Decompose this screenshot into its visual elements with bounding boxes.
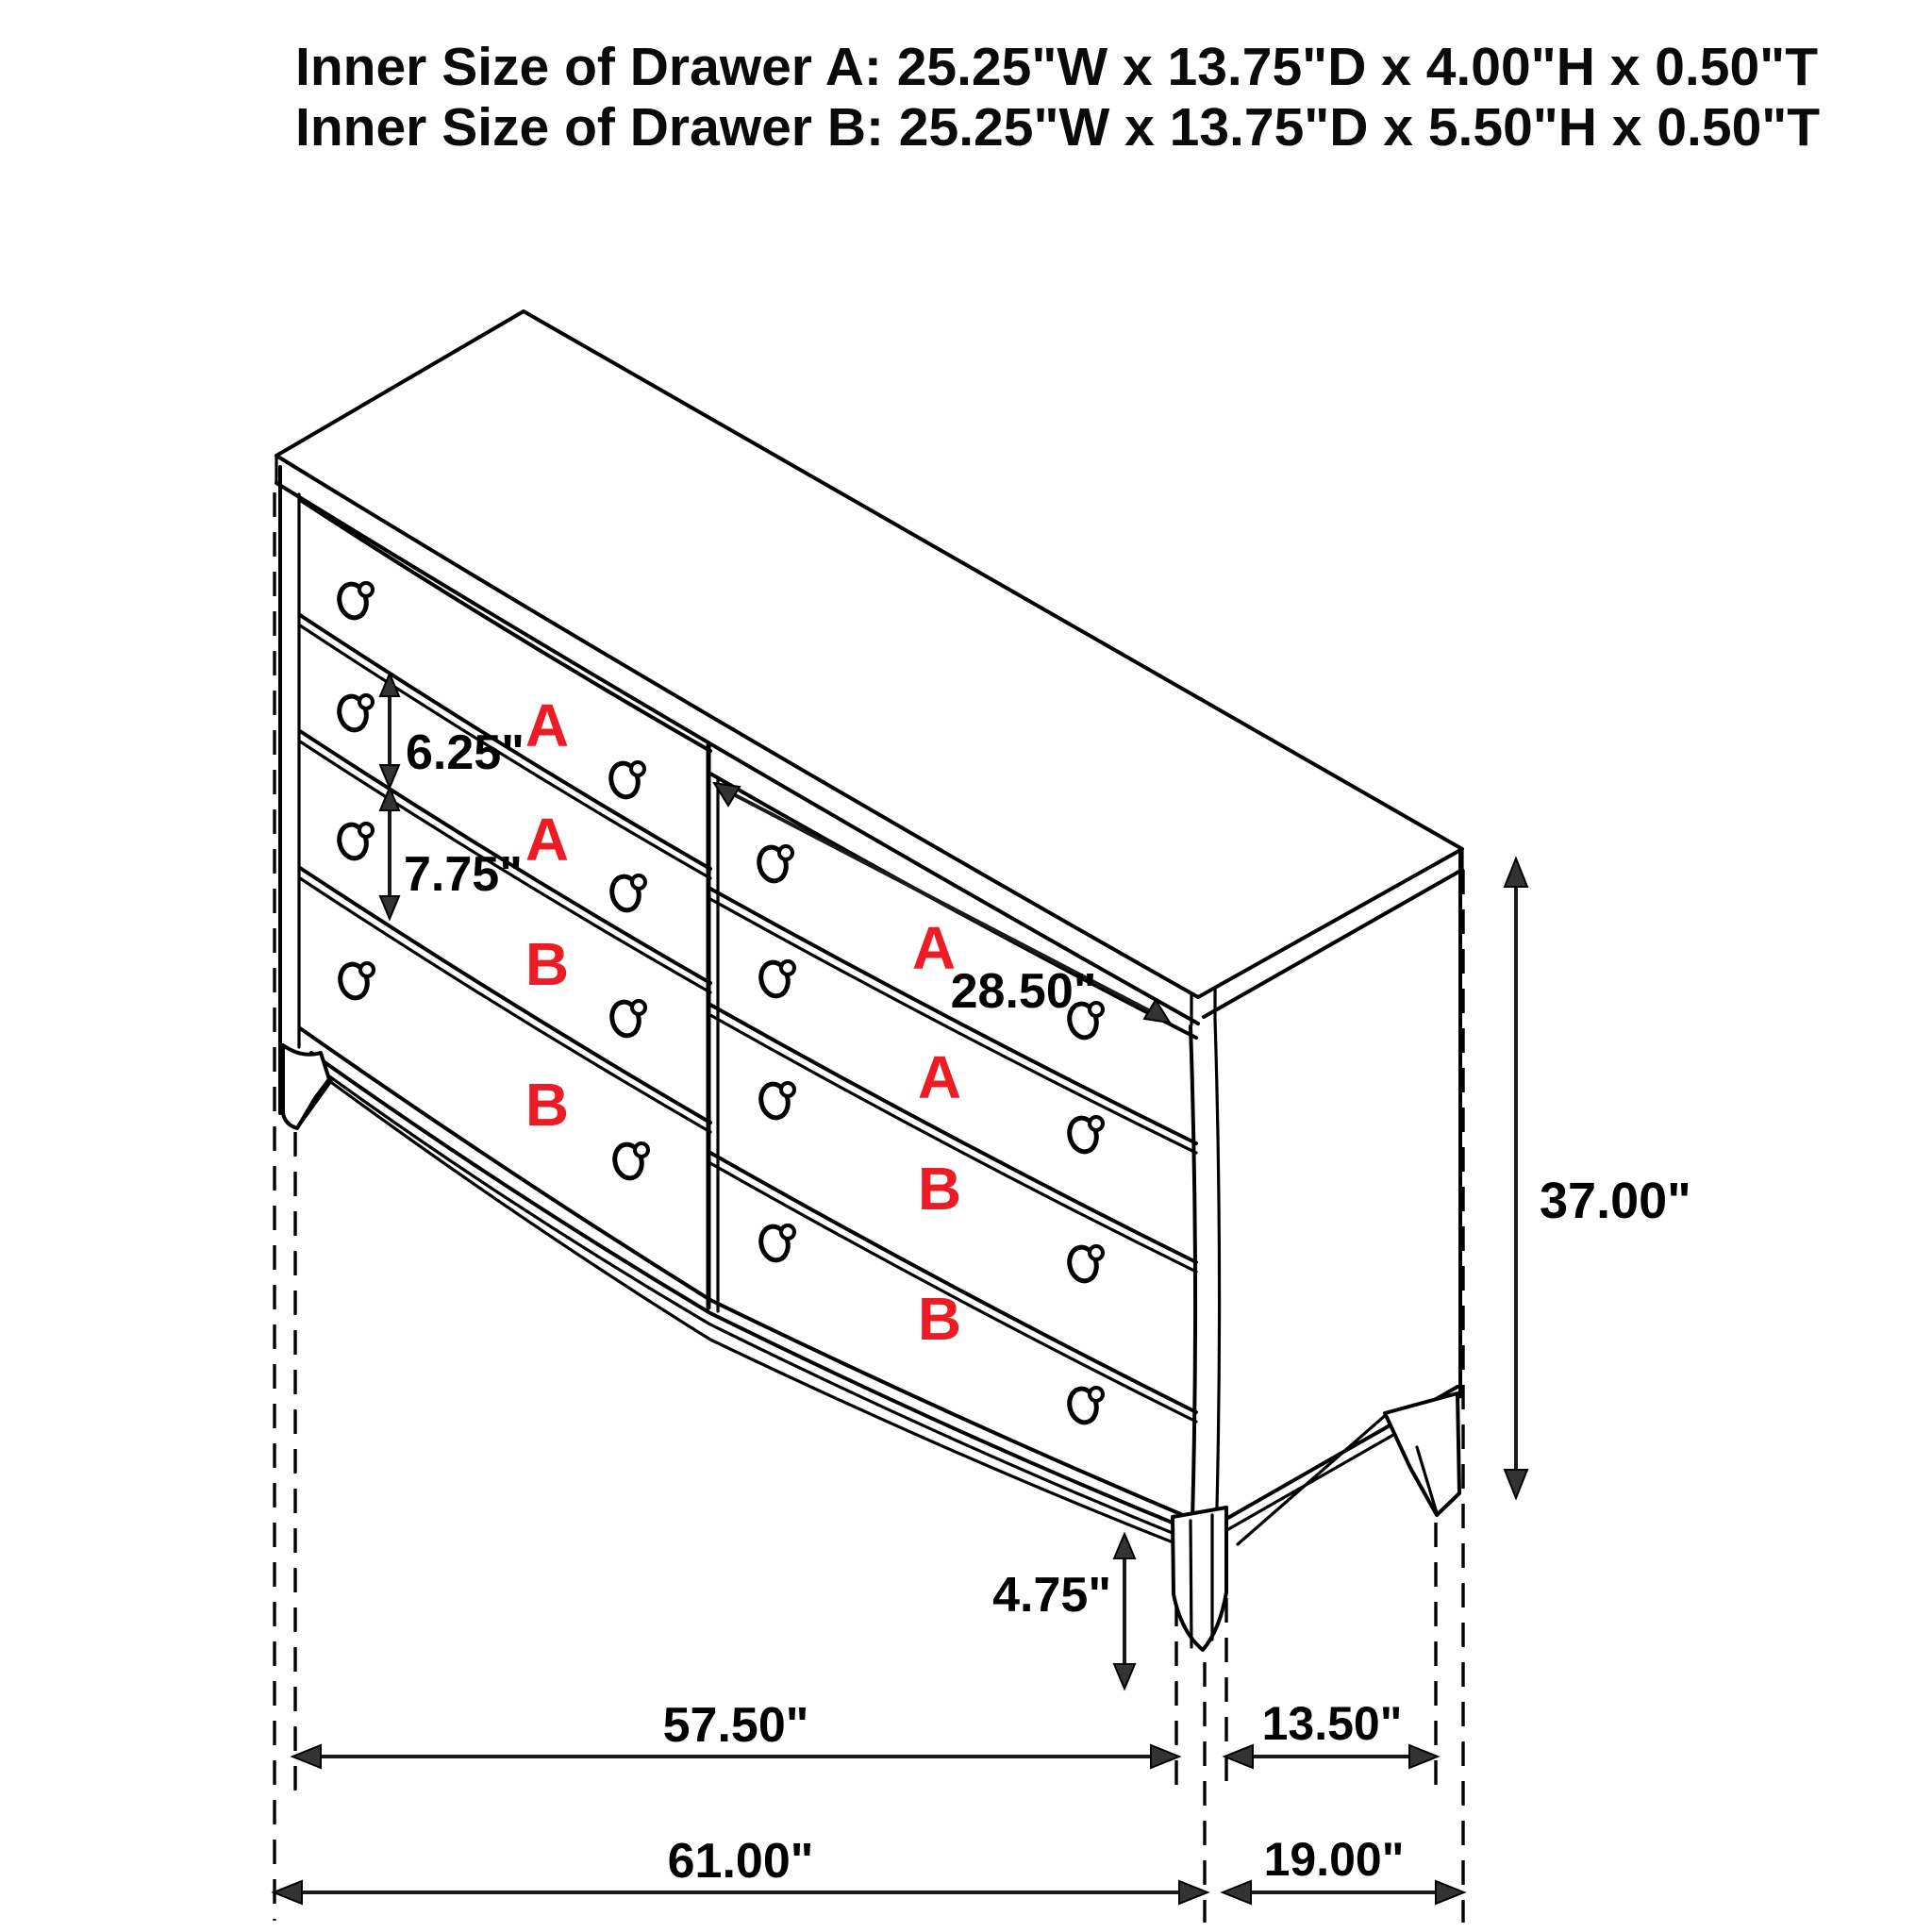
drawer-knob-icon — [758, 1081, 794, 1121]
drawer-knob-icon — [756, 844, 792, 884]
back-right-leg — [1385, 1393, 1459, 1515]
drawer-knob-icon — [611, 1141, 648, 1181]
drawer-knob-icon — [1066, 1244, 1103, 1284]
right-bank-label-4: B — [917, 1285, 962, 1353]
dim-label-6-25: 6.25" — [406, 725, 525, 780]
side-rail-bottom — [1238, 1414, 1387, 1544]
drawer-knob-icon — [337, 961, 374, 1001]
dim-front-leg-span — [292, 1698, 1179, 1768]
left-bank-label-1: A — [525, 691, 570, 759]
drawer-knob-icon — [608, 874, 645, 913]
drawer-knob-icon — [336, 581, 373, 621]
dim-label-7-75: 7.75" — [404, 847, 523, 902]
drawer-knob-icon — [336, 822, 373, 861]
title-line-drawer-b: Inner Size of Drawer B: 25.25"W x 13.75"D x 5.50"H x 0.50"T — [295, 97, 1821, 158]
drawer-knob-icon — [758, 959, 794, 999]
left-bank-label-3: B — [525, 930, 570, 998]
front-right-leg — [1173, 1507, 1226, 1650]
dim-leg-height — [992, 1534, 1135, 1689]
right-bank-label-2: A — [917, 1043, 962, 1111]
dresser-outline — [276, 311, 1462, 1650]
dim-label-4-75: 4.75" — [992, 1568, 1111, 1623]
drawer-knob-icon — [1066, 1115, 1103, 1155]
left-bank-label-4: B — [525, 1071, 570, 1139]
dim-overall-height — [1505, 858, 1691, 1498]
dim-overall-width — [274, 1834, 1208, 1904]
left-bank-label-2: A — [525, 806, 570, 874]
dim-label-28-50: 28.50" — [950, 964, 1097, 1019]
right-front-edge — [1191, 1026, 1195, 1521]
top-edge-band-right — [1204, 870, 1462, 1017]
dim-label-57-50: 57.50" — [662, 1698, 809, 1753]
dim-label-19-00: 19.00" — [1263, 1833, 1405, 1886]
dim-overall-depth — [1223, 1833, 1464, 1904]
drawer-knob-icon — [758, 1224, 794, 1263]
right-front-edge-inner — [1215, 1019, 1220, 1507]
drawer-knob-icon — [608, 999, 645, 1039]
drawer-knob-icon — [1066, 1386, 1103, 1425]
drawer-knob-icon — [608, 760, 644, 800]
right-bank-label-1: A — [911, 914, 957, 982]
right-bank-label-3: B — [917, 1155, 962, 1223]
dim-label-13-50: 13.50" — [1261, 1697, 1403, 1750]
drawer-knob-icon — [336, 693, 373, 733]
dim-side-leg-span — [1224, 1697, 1438, 1768]
title-line-drawer-a: Inner Size of Drawer A: 25.25"W x 13.75"D x 4.00"H x 0.50"T — [295, 37, 1819, 97]
dim-label-37-00: 37.00" — [1540, 1173, 1691, 1229]
dim-label-61-00: 61.00" — [667, 1834, 814, 1889]
